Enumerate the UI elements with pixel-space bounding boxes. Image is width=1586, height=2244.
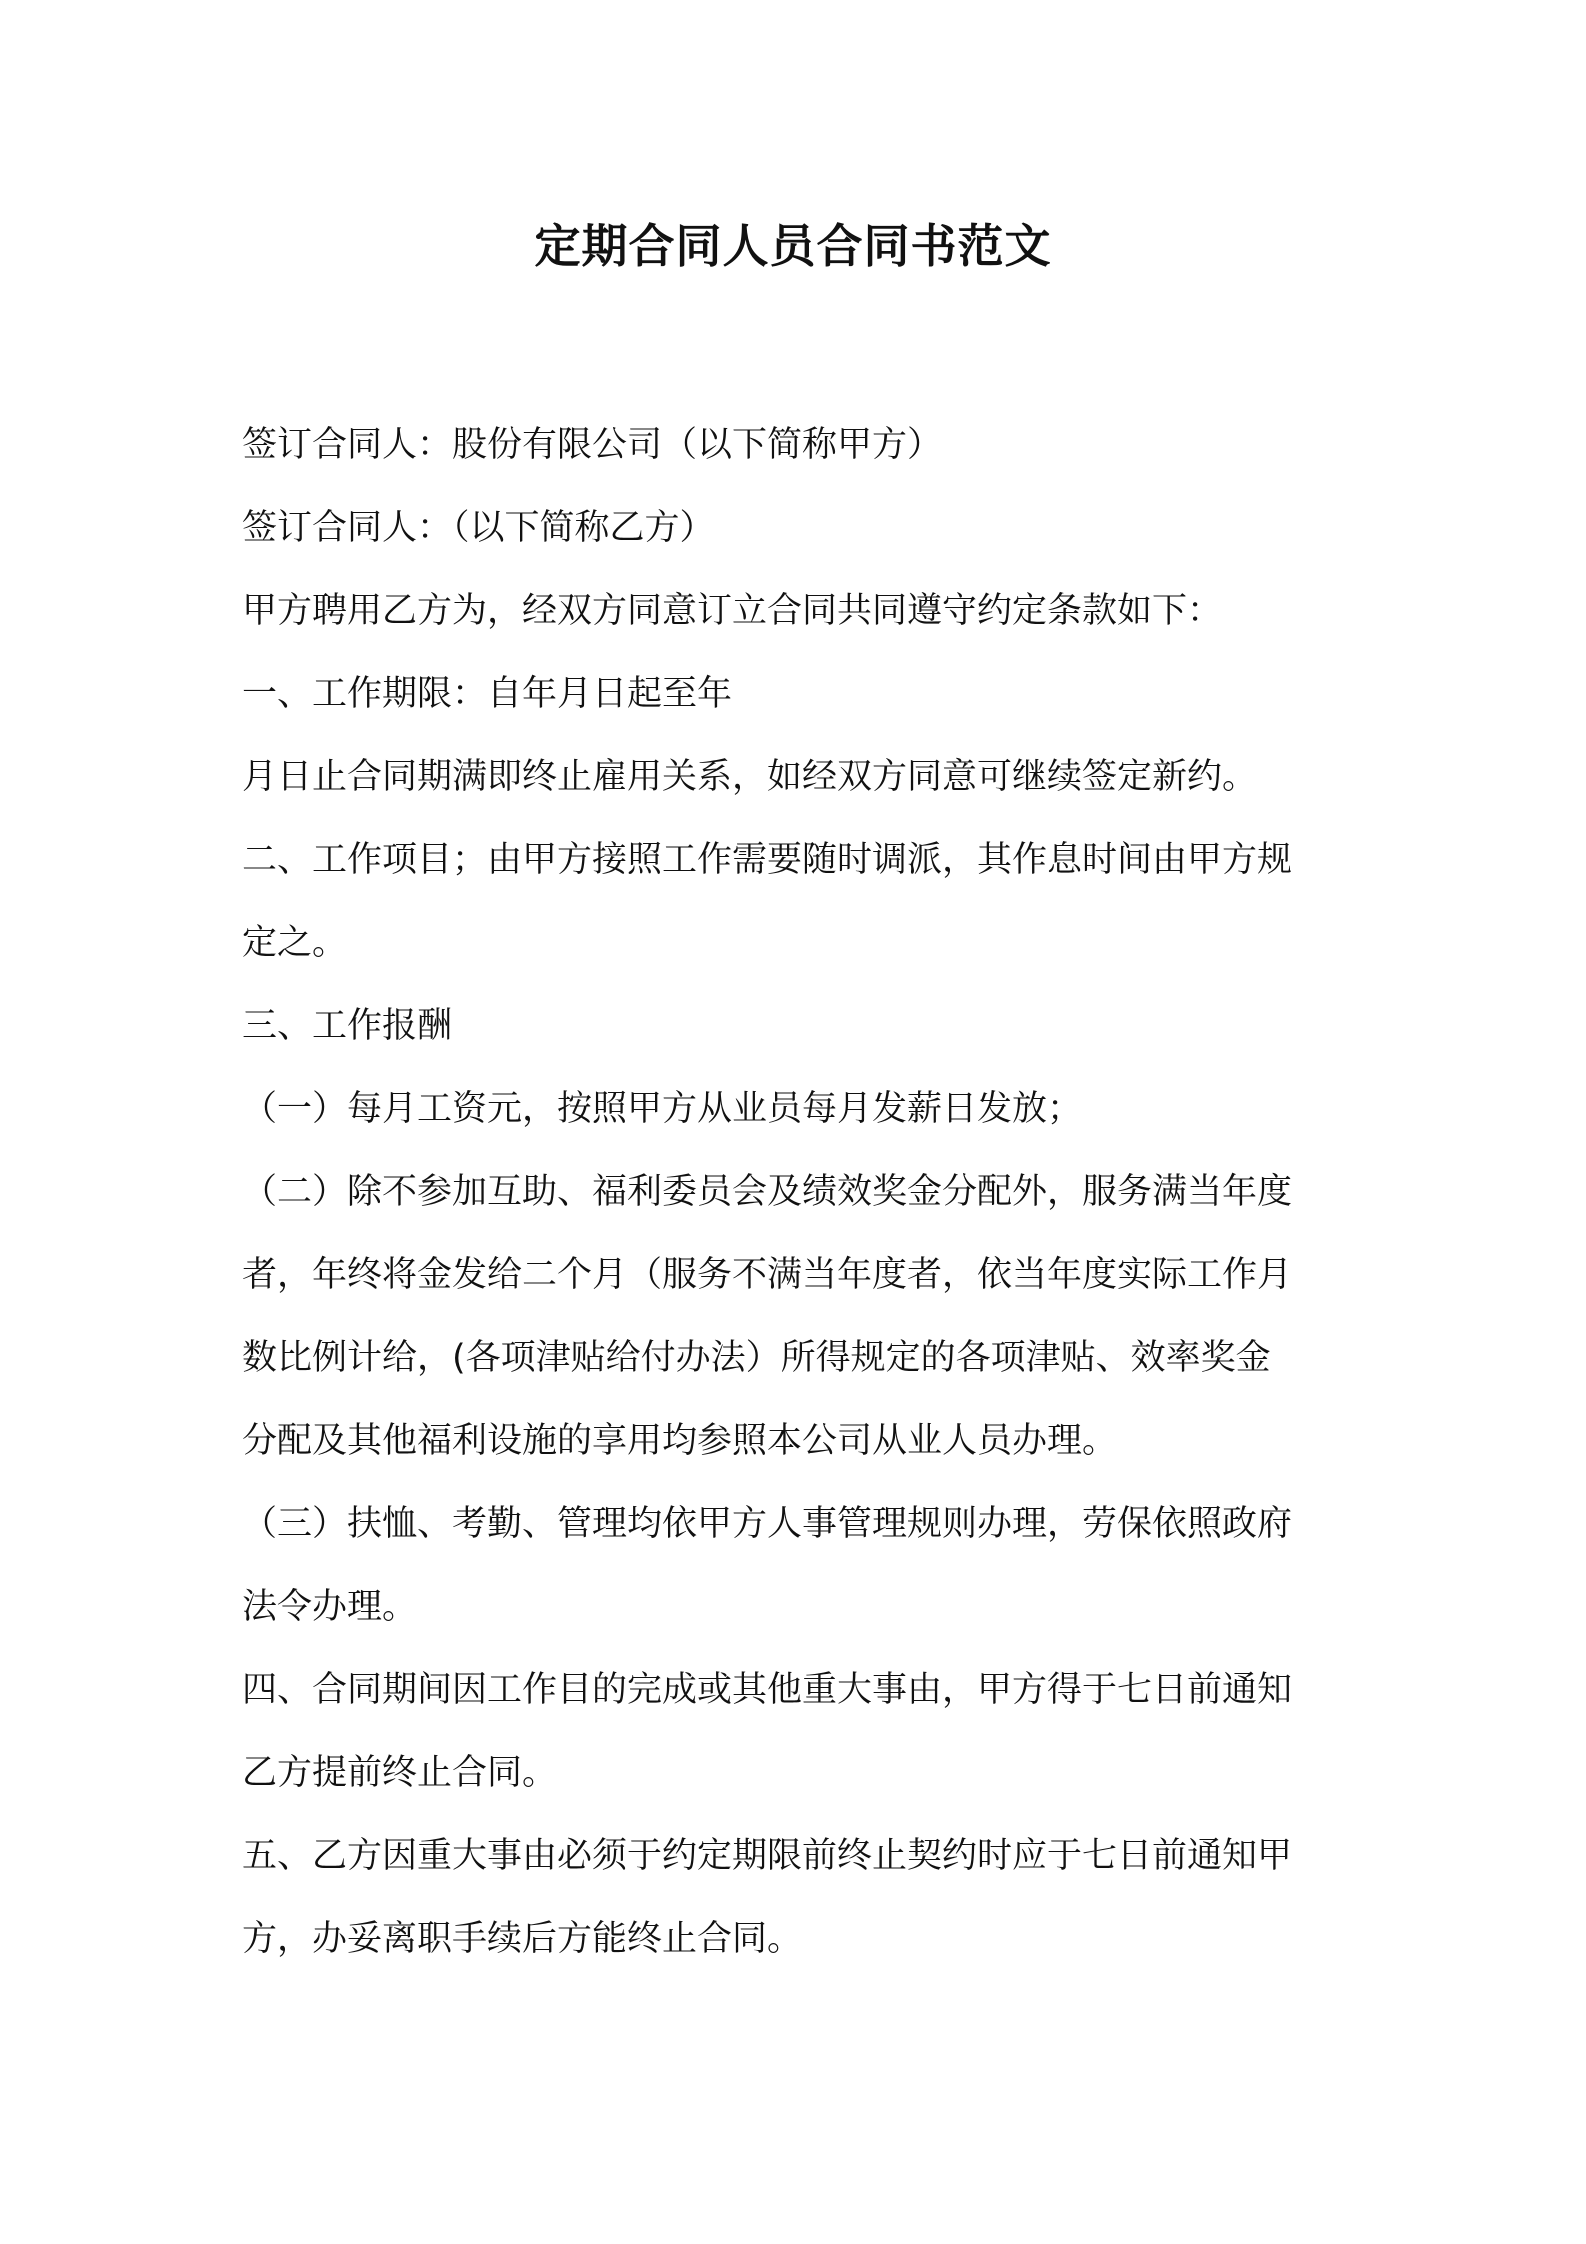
text-line: 甲方聘用乙方为，经双方同意订立合同共同遵守约定条款如下： bbox=[242, 591, 1223, 631]
text-line: （三）扶恤、考勤、管理均依甲方人事管理规则办理，劳保依照政府 bbox=[242, 1504, 1293, 1544]
text-line: 方，办妥离职手续后方能终止合同。 bbox=[242, 1919, 803, 1959]
text-line: 乙方提前终止合同。 bbox=[242, 1753, 558, 1793]
text-line: 定之。 bbox=[242, 923, 348, 963]
text-line: 四、合同期间因工作目的完成或其他重大事由，甲方得于七日前通知 bbox=[242, 1670, 1293, 1710]
text-line: （一）每月工资元，按照甲方从业员每月发薪日发放； bbox=[242, 1089, 1083, 1129]
text-line: （二）除不参加互助、福利委员会及绩效奖金分配外，服务满当年度 bbox=[242, 1172, 1293, 1212]
text-line: 者，年终将金发给二个月（服务不满当年度者，依当年度实际工作月 bbox=[242, 1255, 1293, 1295]
text-line: 五、乙方因重大事由必须于约定期限前终止契约时应于七日前通知甲 bbox=[242, 1836, 1293, 1876]
text-line: 分配及其他福利设施的享用均参照本公司从业人员办理。 bbox=[242, 1421, 1118, 1461]
text-line: 签订合同人：股份有限公司（以下简称甲方） bbox=[242, 425, 943, 465]
text-line: 签订合同人：（以下简称乙方） bbox=[242, 508, 715, 548]
text-line: 月日止合同期满即终止雇用关系，如经双方同意可继续签定新约。 bbox=[242, 757, 1258, 797]
document-body bbox=[242, 404, 1360, 1981]
text-line: 数比例计给，(各项津贴给付办法）所得规定的各项津贴、效率奖金 bbox=[242, 1338, 1271, 1378]
text-line: 二、工作项目；由甲方接照工作需要随时调派，其作息时间由甲方规 bbox=[242, 840, 1293, 880]
document-title: 定期合同人员合同书范文 bbox=[534, 219, 1052, 273]
text-line: 法令办理。 bbox=[242, 1587, 418, 1627]
text-line: 一、工作期限：自年月日起至年 bbox=[242, 674, 733, 714]
text-line: 三、工作报酬 bbox=[242, 1006, 453, 1046]
